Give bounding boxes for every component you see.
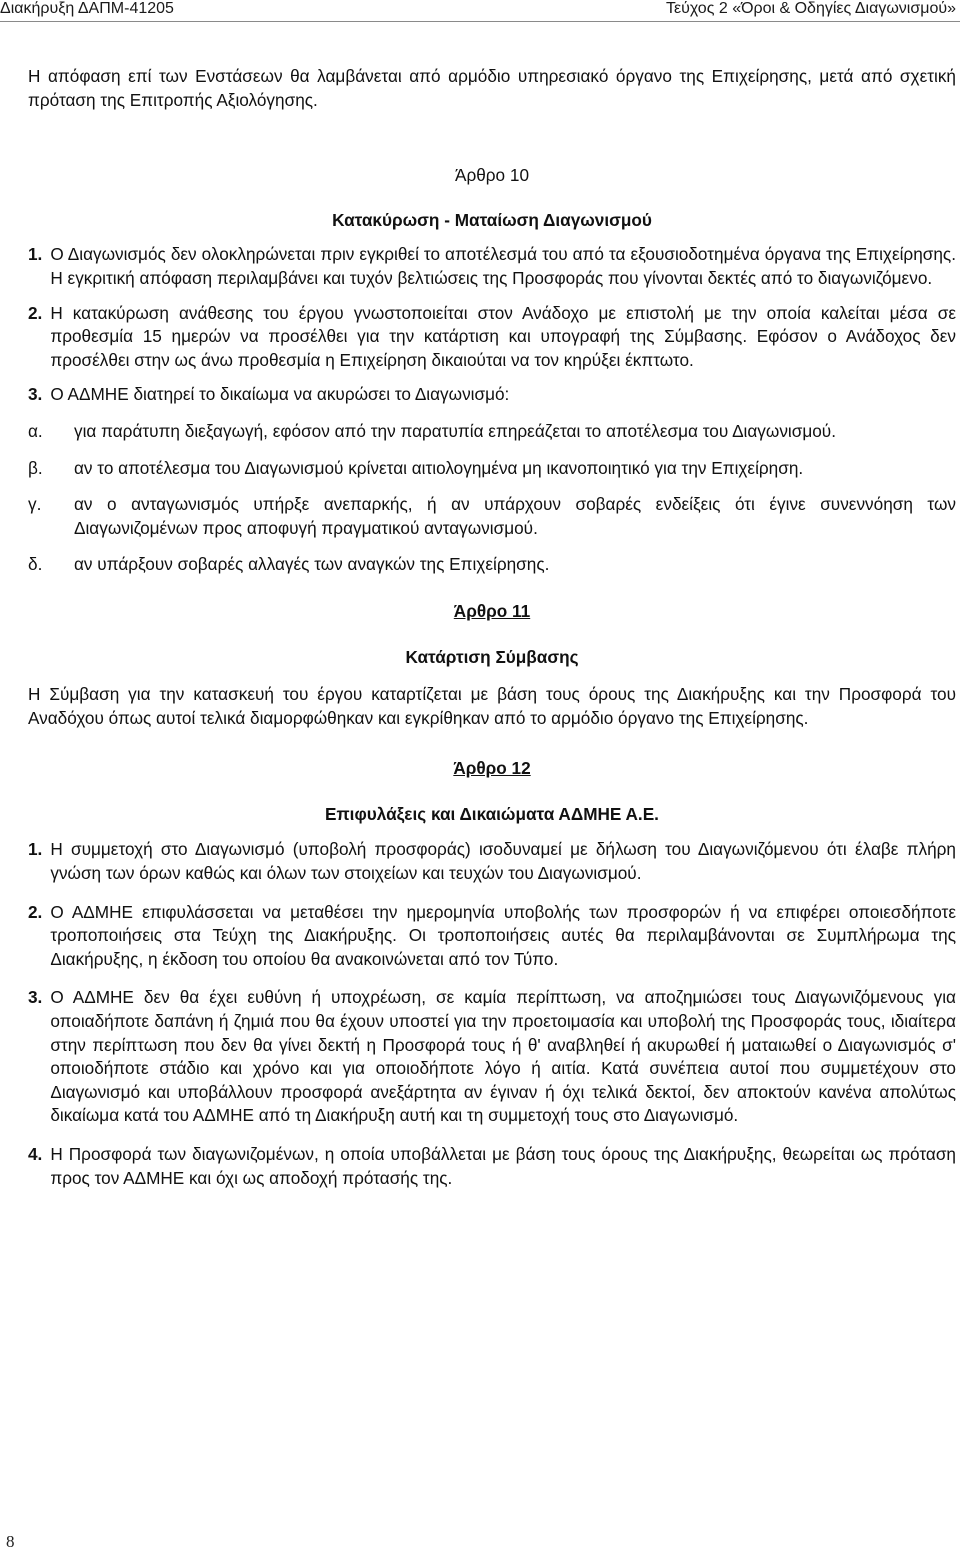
item-text: Η συμμετοχή στο Διαγωνισμό (υποβολή προσφοράς) ισοδυναμεί με δήλωση του Διαγωνιζόμενου ότι έλαβε πλήρη γνώση των όρων καθώς και όλων των στοιχείων και τευχών του Διαγωνισμού.	[50, 839, 956, 884]
article-12-title: Άρθρο 12	[453, 758, 531, 779]
item-text: Η Προσφορά των διαγωνιζομένων, η οποία υποβάλλεται με βάση τους όρους της Διακήρυξης, θεωρείται ως πρόταση προς τον ΑΔΜΗΕ και όχι ως αποδοχή πρότασής της.	[50, 1144, 956, 1188]
item-text: Ο ΑΔΜΗΕ επιφυλάσσεται να μεταθέσει την ημερομηνία υποβολής των προσφορών ή να επιφέρει οποιεσδήποτε τροποποιήσεις στα Τεύχη της Διακήρυξης. Οι τροποποιήσεις αυτές θα περιλαμβάνονται σε Συμπλήρωμα της Διακήρυξης, η έκδοση του οποίου θα ανακοινώνεται από τον Τύπο.	[50, 901, 956, 969]
item-number: 1.	[28, 839, 43, 860]
header-volume-title: Τεύχος 2 «Όροι & Οδηγίες Διαγωνισμού»	[665, 0, 956, 17]
item-number: 3.	[28, 384, 43, 405]
article-11-subtitle: Κατάρτιση Σύμβασης	[405, 646, 579, 667]
item-number: 2.	[28, 302, 43, 323]
item-text: Η κατακύρωση ανάθεσης του έργου γνωστοποιείται στον Ανάδοχο με επιστολή με την οποία καλείται μέσα σε προθεσμία 15 ημερών να προσέλθει για την κατάρτιση και υπογραφή της Σύμβασης. Εφόσον ο Ανάδοχος δεν προσέλθει στην ως άνω προθεσμία η Επιχείρηση δικαιούται να τον κηρύξει έκπτωτο.	[50, 302, 956, 370]
article-12-item-3	[28, 986, 956, 1128]
page-number: 8	[6, 1532, 15, 1551]
article-10-subitem-d	[28, 553, 956, 577]
item-text: Ο ΑΔΜΗΕ δεν θα έχει ευθύνη ή υποχρέωση, σε καμία περίπτωση, να αποζημιώσει τους Διαγωνιζόμενους για οποιαδήποτε δαπάνη ή ζημιά που θα έχουν υποστεί για την προετοιμασία και υποβολή της Προσφοράς τους, ιδιαίτερα στην περίπτωση που δεν θα γίνει δεκτή η Προσφορά τους ή θ' αναβληθεί ή ακυρωθεί ή ματαιωθεί ο Διαγωνισμός σ' οποιοδήποτε στάδιο και χρόνο και για οποιοδήποτε λόγο ή αιτία. Κατά συνέπεια αυτοί που συμμετέχουν στο Διαγωνισμό και υποβάλλουν προσφορά ανεξάρτητα αν έγιναν ή όχι τελικά δεκτοί, δεν αποκτούν κανένα απολύτως δικαίωμα κατά του ΑΔΜΗΕ από τη Διακήρυξη αυτή και τη συμμετοχή τους στο Διαγωνισμό.	[50, 987, 956, 1126]
article-10-title: Άρθρο 10	[454, 165, 530, 186]
subitem-letter: δ.	[28, 554, 43, 575]
article-10-subitem-c	[28, 493, 956, 540]
subitem-text: για παράτυπη διεξαγωγή, εφόσον από την παρατυπία επηρεάζεται το αποτέλεσμα του Διαγωνισμού.	[74, 420, 836, 441]
item-number: 2.	[28, 901, 43, 922]
article-11-title: Άρθρο 11	[453, 600, 531, 621]
article-10-subitem-a	[28, 420, 956, 444]
intro-paragraph: Η απόφαση επί των Ενστάσεων θα λαμβάνεται από αρμόδιο υπηρεσιακό όργανο της Επιχείρησης, μετά από σχετική πρόταση της Επιτροπής Αξιολόγησης.	[28, 66, 956, 110]
article-10-subitem-b	[28, 457, 956, 481]
running-header	[0, 0, 960, 22]
article-12-item-2	[28, 901, 956, 972]
article-12-item-1	[28, 838, 956, 885]
article-10-subtitle: Κατακύρωση - Ματαίωση Διαγωνισμού	[332, 209, 652, 230]
item-number: 1.	[28, 244, 43, 265]
subitem-letter: β.	[28, 457, 43, 478]
page-body	[28, 65, 956, 1190]
item-text: Ο ΑΔΜΗΕ διατηρεί το δικαίωμα να ακυρώσει το Διαγωνισμό:	[50, 384, 510, 405]
article-10-item-3	[28, 383, 956, 407]
item-text: Ο Διαγωνισμός δεν ολοκληρώνεται πριν εγκριθεί το αποτέλεσμά του από τα εξουσιοδοτημένα όργανα της Επιχείρησης. Η εγκριτική απόφαση περιλαμβάνει και τυχόν βελτιώσεις της Προσφοράς που γίνονται δεκτές από το διαγωνιζόμενο.	[50, 244, 956, 288]
article-11-paragraph: Η Σύμβαση για την κατασκευή του έργου καταρτίζεται με βάση τους όρους της Διακήρυξης και την Προσφορά του Αναδόχου όπως αυτοί τελικά διαμορφώθηκαν και εγκρίθηκαν από το αρμόδιο όργανο της Επιχείρησης.	[28, 684, 956, 728]
article-10-item-2	[28, 302, 956, 373]
item-number: 3.	[28, 987, 43, 1008]
subitem-text: αν ο ανταγωνισμός υπήρξε ανεπαρκής, ή αν υπάρχουν σοβαρές ενδείξεις ότι έγινε συνεννόηση των Διαγωνιζομένων προς αποφυγή πραγματικού ανταγωνισμού.	[74, 494, 956, 538]
subitem-letter: γ.	[28, 494, 42, 515]
article-10-item-1	[28, 243, 956, 290]
header-divider	[0, 21, 960, 22]
subitem-text: αν υπάρξουν σοβαρές αλλαγές των αναγκών της Επιχείρησης.	[74, 554, 550, 575]
header-document-id: Διακήρυξη ΔΑΠΜ-41205	[0, 0, 174, 17]
subitem-letter: α.	[28, 420, 43, 441]
article-12-subtitle: Επιφυλάξεις και Δικαιώματα ΑΔΜΗΕ Α.Ε.	[325, 803, 659, 824]
article-12-item-4	[28, 1143, 956, 1190]
item-number: 4.	[28, 1144, 43, 1164]
subitem-text: αν το αποτέλεσμα του Διαγωνισμού κρίνεται αιτιολογημένα μη ικανοποιητικό για την Επιχείρηση.	[74, 457, 804, 478]
